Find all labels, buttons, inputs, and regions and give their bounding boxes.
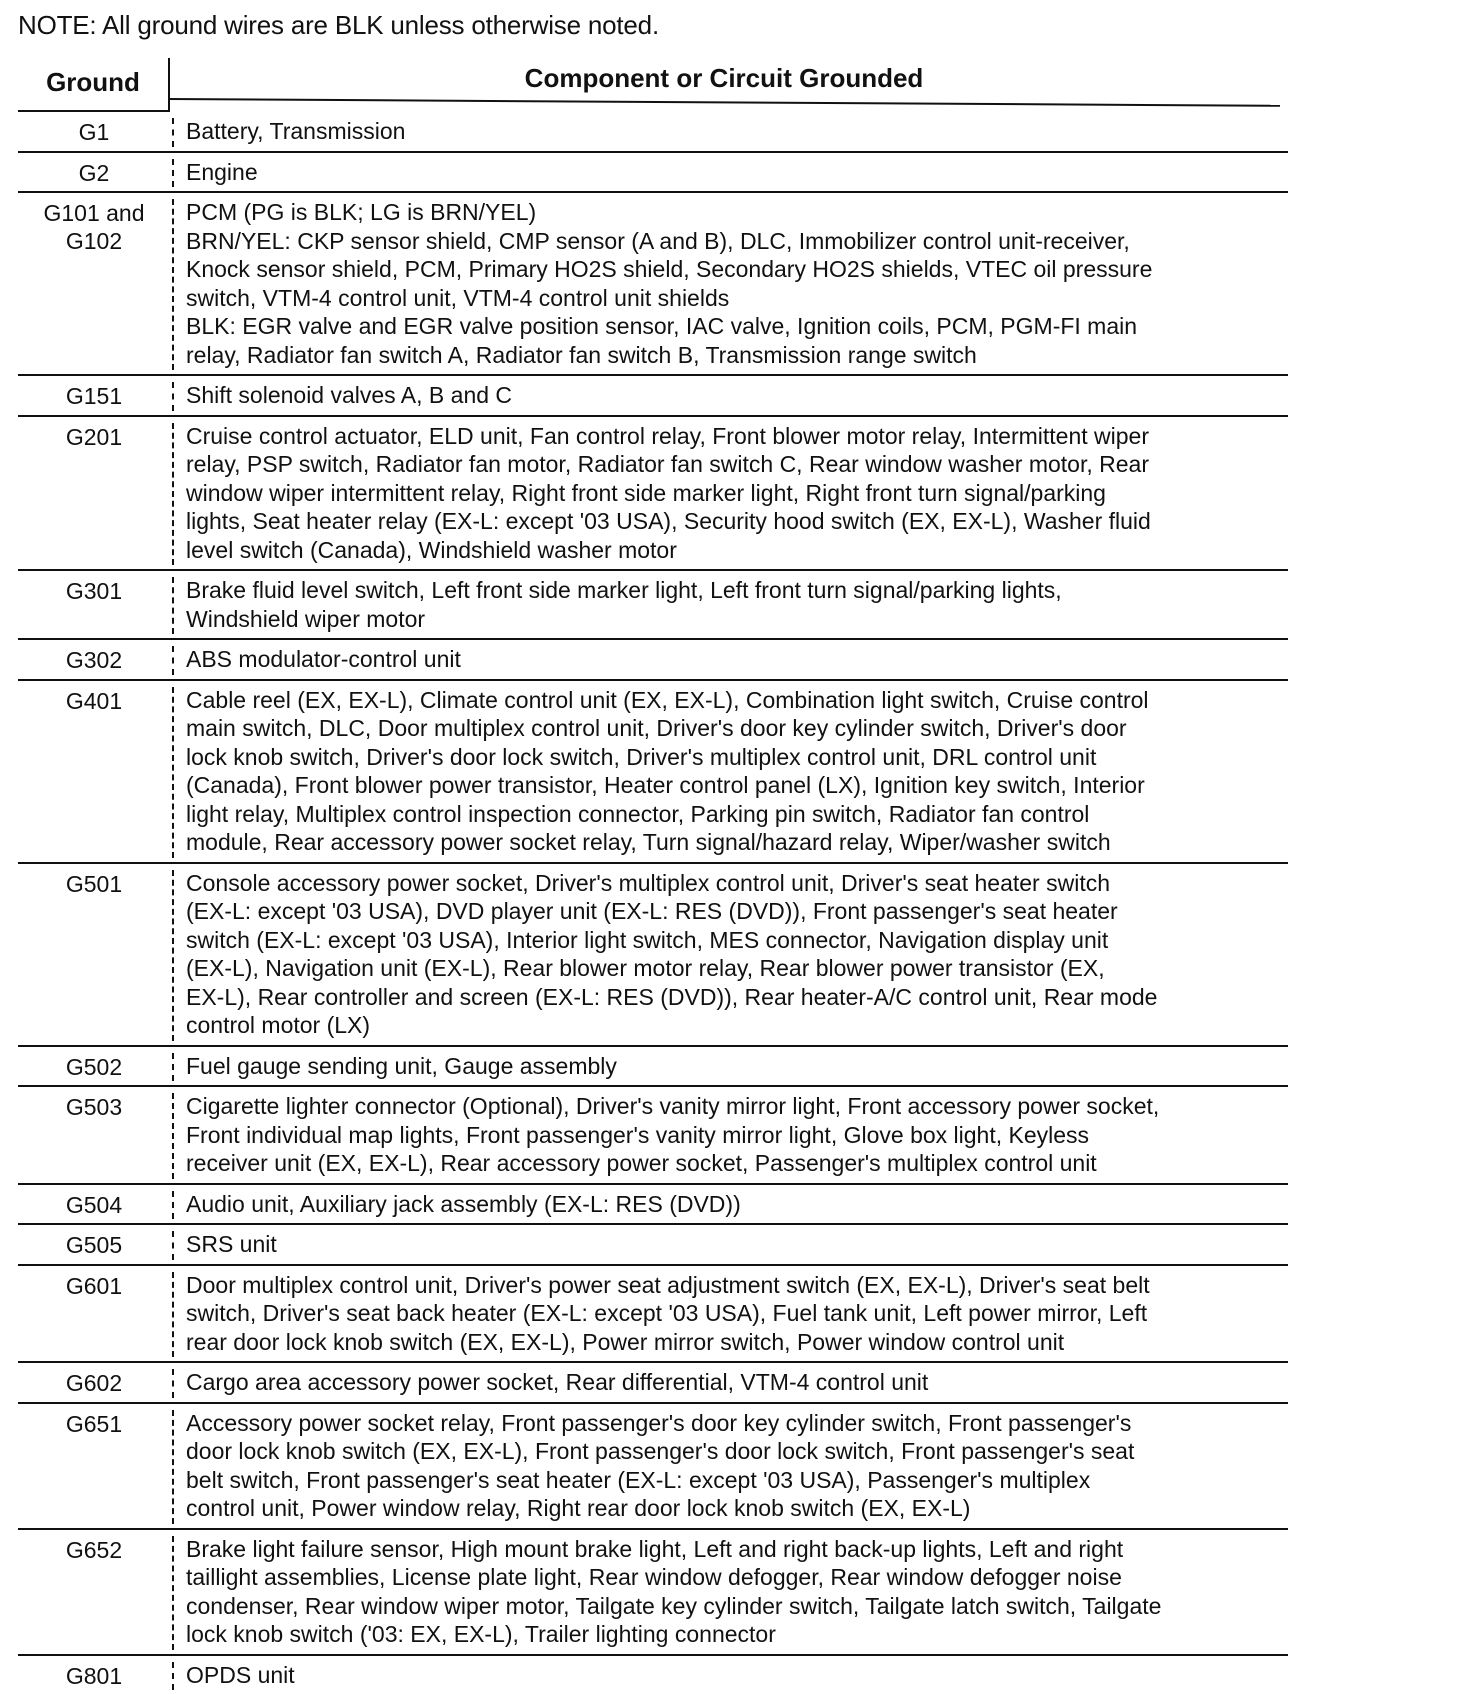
ground-id: G151 <box>18 382 170 410</box>
component-line: window wiper intermittent relay, Right front side marker light, Right front turn signal/parking <box>186 479 1288 508</box>
ground-id: G2 <box>18 159 170 187</box>
table-row <box>18 153 1288 194</box>
component-line: relay, PSP switch, Radiator fan motor, Radiator fan switch C, Rear window washer motor, Rear <box>186 450 1288 479</box>
column-divider <box>172 1053 174 1082</box>
ground-table <box>18 112 1288 1694</box>
component-list <box>186 684 1288 857</box>
ground-id: G1 <box>18 118 170 146</box>
component-list <box>186 867 1288 1040</box>
table-row <box>18 1266 1288 1364</box>
table-row <box>18 681 1288 864</box>
table-row <box>18 571 1288 640</box>
component-line: BRN/YEL: CKP sensor shield, CMP sensor (A and B), DLC, Immobilizer control unit-receiver, <box>186 227 1288 256</box>
table-row <box>18 1185 1288 1226</box>
component-list <box>186 1228 1288 1259</box>
ground-id: G301 <box>18 577 170 605</box>
component-line: Brake light failure sensor, High mount brake light, Left and right back-up lights, Left and right <box>186 1535 1288 1564</box>
component-line: Cable reel (EX, EX-L), Climate control unit (EX, EX-L), Combination light switch, Cruise control <box>186 686 1288 715</box>
component-list <box>186 574 1288 633</box>
column-divider <box>172 687 174 858</box>
component-line: module, Rear accessory power socket relay, Turn signal/hazard relay, Wiper/washer switch <box>186 828 1288 857</box>
component-line: receiver unit (EX, EX-L), Rear accessory power socket, Passenger's multiplex control unit <box>186 1149 1288 1178</box>
table-row <box>18 1363 1288 1404</box>
table-row <box>18 1225 1288 1266</box>
component-list <box>186 1407 1288 1523</box>
table-row <box>18 864 1288 1047</box>
table-row <box>18 1530 1288 1656</box>
component-list <box>186 1188 1288 1219</box>
component-line: belt switch, Front passenger's seat heater (EX-L: except '03 USA), Passenger's multiplex <box>186 1466 1288 1495</box>
component-line: PCM (PG is BLK; LG is BRN/YEL) <box>186 198 1288 227</box>
component-line: rear door lock knob switch (EX, EX-L), Power mirror switch, Power window control unit <box>186 1328 1288 1357</box>
component-line: Cigarette lighter connector (Optional), Driver's vanity mirror light, Front accessory power socket, <box>186 1092 1288 1121</box>
component-line: Audio unit, Auxiliary jack assembly (EX-L: RES (DVD)) <box>186 1190 1288 1219</box>
component-line: Console accessory power socket, Driver's multiplex control unit, Driver's seat heater switch <box>186 869 1288 898</box>
table-row <box>18 193 1288 376</box>
component-line: light relay, Multiplex control inspection connector, Parking pin switch, Radiator fan control <box>186 800 1288 829</box>
component-line: (EX-L: except '03 USA), DVD player unit (EX-L: RES (DVD)), Front passenger's seat heater <box>186 897 1288 926</box>
column-divider <box>172 1231 174 1260</box>
component-list <box>186 1090 1288 1178</box>
component-line: (Canada), Front blower power transistor, Heater control panel (LX), Ignition key switch, Interior <box>186 771 1288 800</box>
component-line: lock knob switch ('03: EX, EX-L), Trailer lighting connector <box>186 1620 1288 1649</box>
component-list <box>186 115 1288 146</box>
ground-id: G501 <box>18 870 170 898</box>
component-list <box>186 1366 1288 1397</box>
component-list <box>186 1533 1288 1649</box>
ground-id: G505 <box>18 1231 170 1259</box>
component-line: switch, VTM-4 control unit, VTM-4 control unit shields <box>186 284 1288 313</box>
header-ground: Ground <box>18 58 168 106</box>
column-divider <box>172 1191 174 1220</box>
column-divider <box>172 423 174 566</box>
component-line: Front individual map lights, Front passenger's vanity mirror light, Glove box light, Keyless <box>186 1121 1288 1150</box>
component-list <box>186 379 1288 410</box>
component-line: level switch (Canada), Windshield washer motor <box>186 536 1288 565</box>
column-divider <box>172 1662 174 1691</box>
component-line: EX-L), Rear controller and screen (EX-L: RES (DVD)), Rear heater-A/C control unit, Rear mode <box>186 983 1288 1012</box>
component-list <box>186 1269 1288 1357</box>
component-line: Brake fluid level switch, Left front side marker light, Left front turn signal/parking lights, <box>186 576 1288 605</box>
component-list <box>186 643 1288 674</box>
column-divider <box>172 1093 174 1179</box>
component-list <box>186 1659 1288 1690</box>
ground-id: G651 <box>18 1410 170 1438</box>
table-row <box>18 1404 1288 1530</box>
component-line: Fuel gauge sending unit, Gauge assembly <box>186 1052 1288 1081</box>
ground-id: G201 <box>18 423 170 451</box>
column-divider <box>172 118 174 147</box>
component-list <box>186 156 1288 187</box>
table-row <box>18 417 1288 572</box>
ground-id: G503 <box>18 1093 170 1121</box>
column-divider <box>172 1536 174 1650</box>
column-divider <box>172 199 174 370</box>
ground-id: G504 <box>18 1191 170 1219</box>
column-divider <box>172 1369 174 1398</box>
component-line: condenser, Rear window wiper motor, Tailgate key cylinder switch, Tailgate latch switch, Tailgate <box>186 1592 1288 1621</box>
ground-id: G602 <box>18 1369 170 1397</box>
component-list <box>186 1050 1288 1081</box>
column-divider <box>172 646 174 675</box>
header-divider <box>168 58 170 112</box>
header-component: Component or Circuit Grounded <box>168 54 1280 102</box>
component-line: OPDS unit <box>186 1661 1288 1690</box>
ground-id: G502 <box>18 1053 170 1081</box>
ground-id: G601 <box>18 1272 170 1300</box>
component-line: (EX-L), Navigation unit (EX-L), Rear blower motor relay, Rear blower power transistor (EX, <box>186 954 1288 983</box>
component-line: Shift solenoid valves A, B and C <box>186 381 1288 410</box>
component-line: control motor (LX) <box>186 1011 1288 1040</box>
component-line: SRS unit <box>186 1230 1288 1259</box>
component-line: door lock knob switch (EX, EX-L), Front passenger's door lock switch, Front passenger's seat <box>186 1437 1288 1466</box>
component-list <box>186 420 1288 565</box>
component-line: Knock sensor shield, PCM, Primary HO2S shield, Secondary HO2S shields, VTEC oil pressure <box>186 255 1288 284</box>
table-row <box>18 640 1288 681</box>
component-line: Cruise control actuator, ELD unit, Fan control relay, Front blower motor relay, Intermittent wiper <box>186 422 1288 451</box>
table-row <box>18 376 1288 417</box>
component-line: Windshield wiper motor <box>186 605 1288 634</box>
ground-id: G652 <box>18 1536 170 1564</box>
component-line: Engine <box>186 158 1288 187</box>
column-divider <box>172 1410 174 1524</box>
component-line: taillight assemblies, License plate light, Rear window defogger, Rear window defogger noise <box>186 1563 1288 1592</box>
component-line: lights, Seat heater relay (EX-L: except '03 USA), Security hood switch (EX, EX-L), Washer fluid <box>186 507 1288 536</box>
column-divider <box>172 577 174 634</box>
component-line: ABS modulator-control unit <box>186 645 1288 674</box>
component-line: Battery, Transmission <box>186 117 1288 146</box>
table-row <box>18 1656 1288 1694</box>
table-row <box>18 112 1288 153</box>
component-line: Accessory power socket relay, Front passenger's door key cylinder switch, Front passenger's <box>186 1409 1288 1438</box>
component-line: switch, Driver's seat back heater (EX-L: except '03 USA), Fuel tank unit, Left power mirror, Left <box>186 1299 1288 1328</box>
component-line: Door multiplex control unit, Driver's power seat adjustment switch (EX, EX-L), Driver's seat belt <box>186 1271 1288 1300</box>
table-row <box>18 1087 1288 1185</box>
component-line: main switch, DLC, Door multiplex control unit, Driver's door key cylinder switch, Driver's door <box>186 714 1288 743</box>
column-divider <box>172 870 174 1041</box>
table-row <box>18 1047 1288 1088</box>
note-text: NOTE: All ground wires are BLK unless otherwise noted. <box>18 8 659 42</box>
ground-id: G401 <box>18 687 170 715</box>
column-divider <box>172 1272 174 1358</box>
column-divider <box>172 159 174 188</box>
component-line: control unit, Power window relay, Right rear door lock knob switch (EX, EX-L) <box>186 1494 1288 1523</box>
component-line: relay, Radiator fan switch A, Radiator fan switch B, Transmission range switch <box>186 341 1288 370</box>
ground-id: G801 <box>18 1662 170 1690</box>
component-line: lock knob switch, Driver's door lock switch, Driver's multiplex control unit, DRL control unit <box>186 743 1288 772</box>
component-line: BLK: EGR valve and EGR valve position sensor, IAC valve, Ignition coils, PCM, PGM-FI main <box>186 312 1288 341</box>
component-line: Cargo area accessory power socket, Rear differential, VTM-4 control unit <box>186 1368 1288 1397</box>
ground-id: G302 <box>18 646 170 674</box>
component-line: switch (EX-L: except '03 USA), Interior light switch, MES connector, Navigation display unit <box>186 926 1288 955</box>
column-divider <box>172 382 174 411</box>
ground-id: G101 and G102 <box>18 199 170 255</box>
component-list <box>186 196 1288 369</box>
